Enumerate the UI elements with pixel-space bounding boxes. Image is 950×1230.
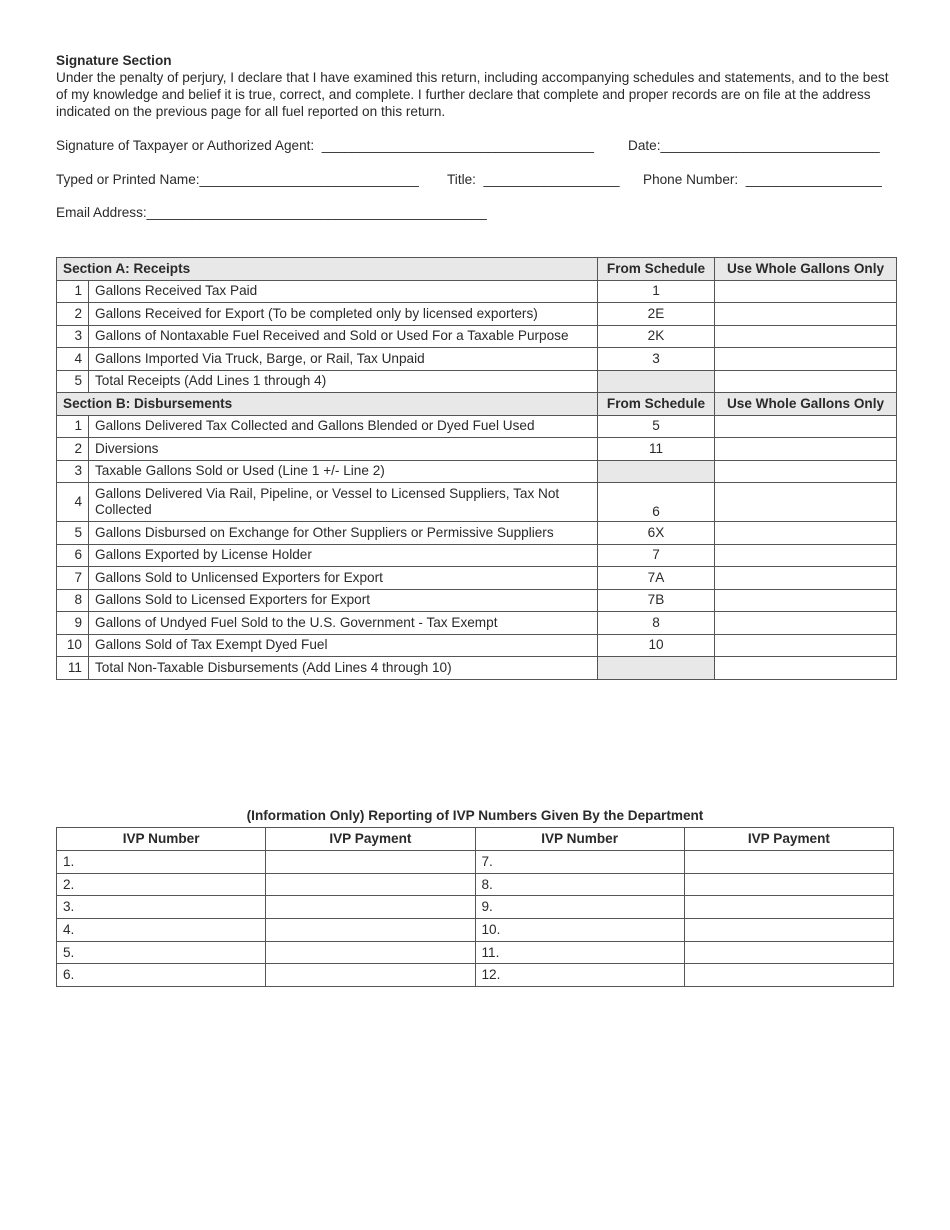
ivp-number-cell[interactable]: 11. [475,941,684,964]
gallons-entry-cell[interactable] [715,303,897,326]
gallons-entry-cell[interactable] [715,460,897,483]
section-b-line-10 [57,634,897,657]
section-b-line-11 [57,657,897,680]
line-description: Total Receipts (Add Lines 1 through 4) [89,370,598,393]
date-field[interactable]: Date:_____________________________ [628,138,880,153]
ivp-row [57,851,894,874]
ivp-row [57,873,894,896]
ivp-number-cell[interactable]: 3. [57,896,266,919]
section-b-line-9 [57,612,897,635]
ivp-table-title: (Information Only) Reporting of IVP Numbers Given By the Department [246,808,704,823]
section-a-title: Section A: Receipts [57,258,598,281]
gallons-entry-cell[interactable] [715,567,897,590]
section-a-line-5 [57,370,897,393]
section-b-header-row [57,393,897,416]
ivp-payment-cell[interactable] [266,964,475,987]
line-description: Gallons Disbursed on Exchange for Other Suppliers or Permissive Suppliers [89,522,598,545]
line-description: Gallons Imported Via Truck, Barge, or Rail, Tax Unpaid [89,348,598,371]
section-a-line-2 [57,303,897,326]
ivp-number-cell[interactable]: 2. [57,873,266,896]
section-b-line-7 [57,567,897,590]
gallons-entry-cell[interactable] [715,280,897,303]
schedule-ref: 6 [598,483,715,522]
line-number: 6 [57,544,89,567]
gallons-entry-cell[interactable] [715,325,897,348]
line-description: Gallons Delivered Tax Collected and Gallons Blended or Dyed Fuel Used [89,415,598,438]
ivp-payment-cell[interactable] [684,851,893,874]
receipts-disbursements-table [56,257,897,680]
section-b-title: Section B: Disbursements [57,393,598,416]
phone-number-field[interactable]: Phone Number: __________________ [643,172,882,187]
email-address-field[interactable]: Email Address:_____________________________________________ [56,205,487,220]
line-description: Gallons of Nontaxable Fuel Received and Sold or Used For a Taxable Purpose [89,325,598,348]
schedule-ref: 2K [598,325,715,348]
ivp-payment-header: IVP Payment [266,828,475,851]
line-number: 11 [57,657,89,680]
schedule-ref: 6X [598,522,715,545]
ivp-number-cell[interactable]: 1. [57,851,266,874]
schedule-ref: 10 [598,634,715,657]
ivp-number-cell[interactable]: 7. [475,851,684,874]
gallons-entry-cell[interactable] [715,438,897,461]
schedule-ref: 5 [598,415,715,438]
line-description: Gallons Delivered Via Rail, Pipeline, or Vessel to Licensed Suppliers, Tax Not Collected [89,483,598,522]
line-description: Gallons Received Tax Paid [89,280,598,303]
line-number: 2 [57,438,89,461]
ivp-number-header: IVP Number [475,828,684,851]
from-schedule-header: From Schedule [598,258,715,281]
gallons-entry-cell[interactable] [715,544,897,567]
ivp-payment-cell[interactable] [684,941,893,964]
line-number: 5 [57,370,89,393]
gallons-entry-cell[interactable] [715,657,897,680]
schedule-ref: 7A [598,567,715,590]
ivp-number-header: IVP Number [57,828,266,851]
section-b-line-1 [57,415,897,438]
ivp-number-cell[interactable]: 8. [475,873,684,896]
line-number: 2 [57,303,89,326]
ivp-number-cell[interactable]: 12. [475,964,684,987]
line-description: Gallons Sold to Unlicensed Exporters for Export [89,567,598,590]
ivp-row [57,941,894,964]
line-number: 5 [57,522,89,545]
section-b-line-3 [57,460,897,483]
line-description: Gallons Received for Export (To be completed only by licensed exporters) [89,303,598,326]
line-description: Gallons Exported by License Holder [89,544,598,567]
gallons-entry-cell[interactable] [715,612,897,635]
section-a-header-row [57,258,897,281]
section-b-line-8 [57,589,897,612]
schedule-ref: 7B [598,589,715,612]
ivp-number-cell[interactable]: 6. [57,964,266,987]
schedule-ref: 11 [598,438,715,461]
ivp-payment-cell[interactable] [684,896,893,919]
ivp-payment-header: IVP Payment [684,828,893,851]
schedule-ref: 8 [598,612,715,635]
line-description: Taxable Gallons Sold or Used (Line 1 +/- Line 2) [89,460,598,483]
ivp-number-cell[interactable]: 4. [57,919,266,942]
ivp-payment-cell[interactable] [266,873,475,896]
title-field[interactable]: Title: __________________ [447,172,620,187]
gallons-entry-cell[interactable] [715,634,897,657]
schedule-ref: 3 [598,348,715,371]
gallons-entry-cell[interactable] [715,370,897,393]
schedule-ref: 7 [598,544,715,567]
whole-gallons-header: Use Whole Gallons Only [715,393,897,416]
ivp-number-cell[interactable]: 9. [475,896,684,919]
line-number: 10 [57,634,89,657]
gallons-entry-cell[interactable] [715,415,897,438]
line-description: Total Non-Taxable Disbursements (Add Lines 4 through 10) [89,657,598,680]
line-description: Gallons Sold to Licensed Exporters for Export [89,589,598,612]
schedule-ref: 1 [598,280,715,303]
ivp-payment-cell[interactable] [266,919,475,942]
line-number: 4 [57,348,89,371]
ivp-payment-cell[interactable] [266,851,475,874]
schedule-ref [598,460,715,483]
gallons-entry-cell[interactable] [715,348,897,371]
ivp-number-cell[interactable]: 10. [475,919,684,942]
ivp-numbers-table [56,827,894,987]
section-a-line-3 [57,325,897,348]
perjury-declaration: Under the penalty of perjury, I declare that I have examined this return, including accompanying schedules and statements, and to the best of my knowledge and belief it is true, correct, and complete. I further declare that complete and proper records are on file at the address indicated on the previous page for all fuel reported on this return. [56,70,889,119]
section-b-line-6 [57,544,897,567]
line-number: 3 [57,460,89,483]
ivp-payment-cell[interactable] [684,964,893,987]
ivp-row [57,964,894,987]
whole-gallons-header: Use Whole Gallons Only [715,258,897,281]
signature-section-title: Signature Section [56,53,172,68]
ivp-row [57,919,894,942]
line-description: Gallons Sold of Tax Exempt Dyed Fuel [89,634,598,657]
line-number: 7 [57,567,89,590]
schedule-ref: 2E [598,303,715,326]
printed-name-field[interactable]: Typed or Printed Name:_____________________________ [56,172,419,187]
section-a-line-4 [57,348,897,371]
ivp-payment-cell[interactable] [266,941,475,964]
schedule-ref [598,657,715,680]
line-description: Diversions [89,438,598,461]
ivp-payment-cell[interactable] [684,919,893,942]
signature-section [56,52,896,120]
signature-field[interactable]: Signature of Taxpayer or Authorized Agent: ____________________________________ [56,138,594,153]
line-number: 4 [57,483,89,522]
from-schedule-header: From Schedule [598,393,715,416]
section-a-line-1 [57,280,897,303]
gallons-entry-cell[interactable] [715,483,897,522]
section-b-line-4 [57,483,897,522]
gallons-entry-cell[interactable] [715,589,897,612]
section-b-line-2 [57,438,897,461]
line-description: Gallons of Undyed Fuel Sold to the U.S. Government - Tax Exempt [89,612,598,635]
ivp-number-cell[interactable]: 5. [57,941,266,964]
gallons-entry-cell[interactable] [715,522,897,545]
line-number: 8 [57,589,89,612]
ivp-row [57,896,894,919]
ivp-payment-cell[interactable] [684,873,893,896]
line-number: 1 [57,280,89,303]
line-number: 9 [57,612,89,635]
ivp-payment-cell[interactable] [266,896,475,919]
section-b-line-5 [57,522,897,545]
schedule-ref [598,370,715,393]
line-number: 3 [57,325,89,348]
line-number: 1 [57,415,89,438]
